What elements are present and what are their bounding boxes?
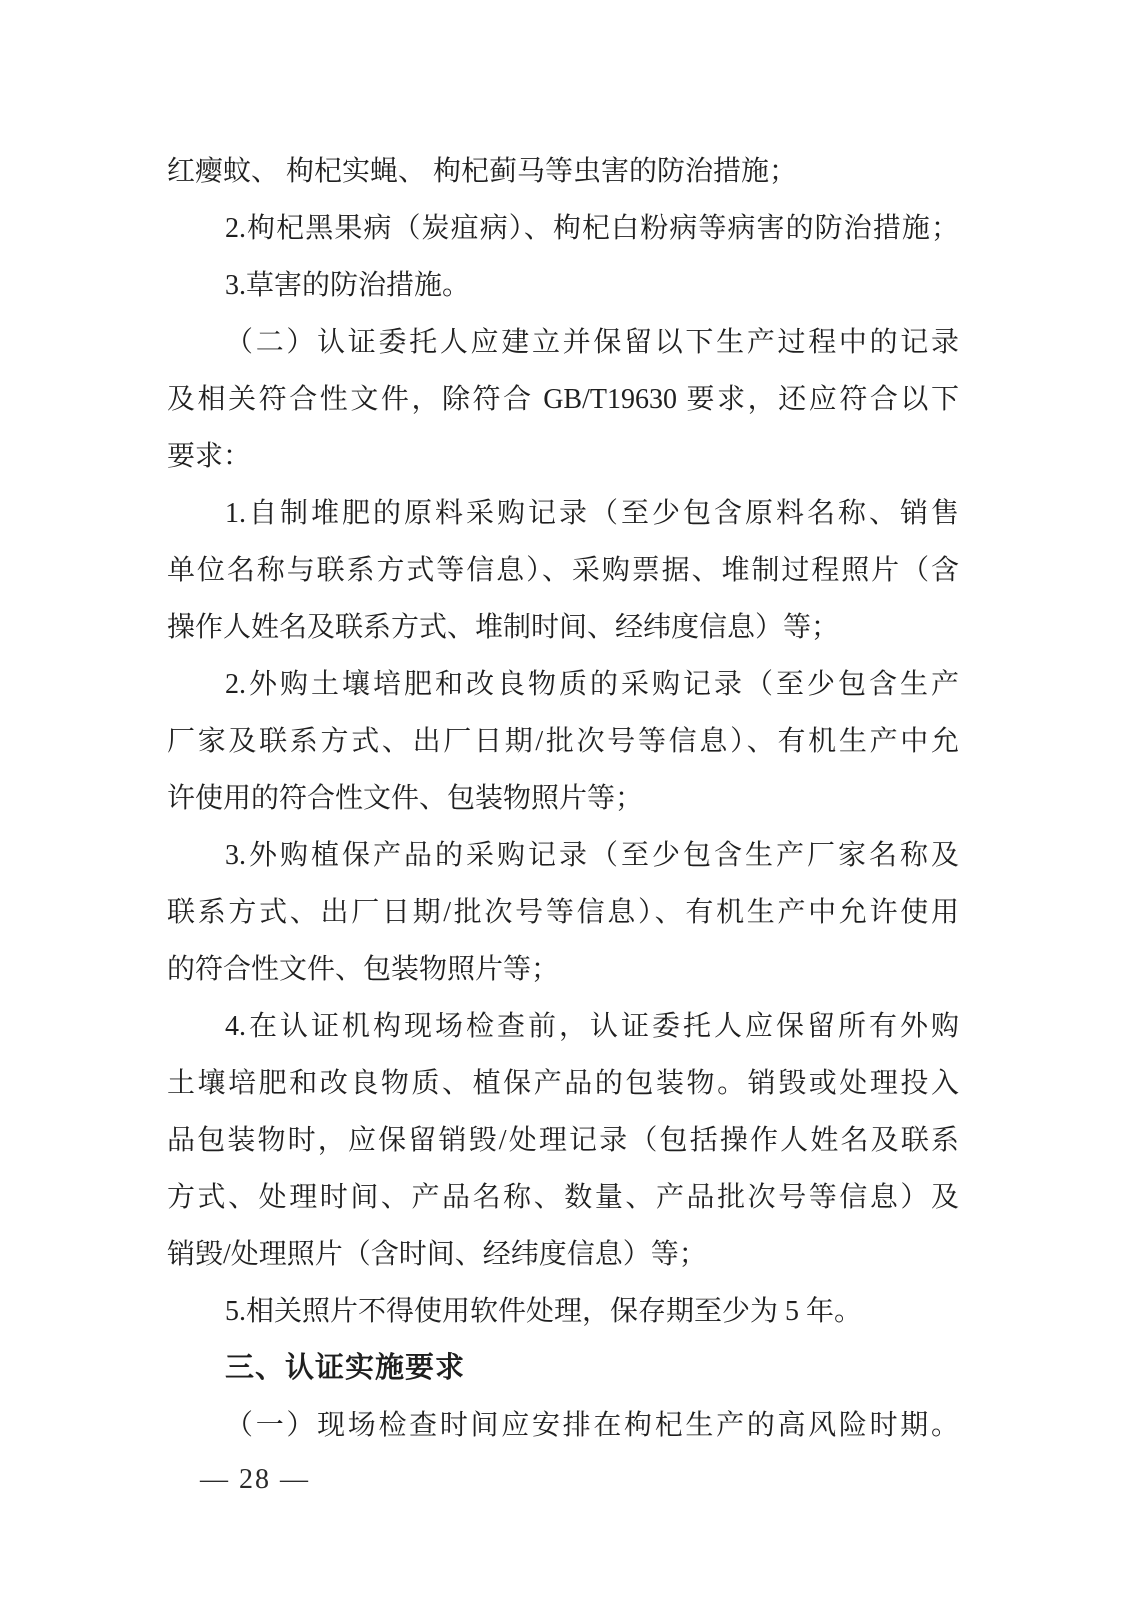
text-line: 土壤培肥和改良物质、植保产品的包装物。销毁或处理投入 xyxy=(167,1068,959,1099)
text-line: 品包装物时，应保留销毁/处理记录（包括操作人姓名及联系 xyxy=(167,1125,959,1156)
text-line: 的符合性文件、包装物照片等； xyxy=(167,954,560,985)
text-line: 1.自制堆肥的原料采购记录（至少包含原料名称、销售 xyxy=(225,498,959,529)
text-line: 厂家及联系方式、出厂日期/批次号等信息）、有机生产中允 xyxy=(167,726,959,757)
text-line: 2.枸杞黑果病（炭疽病）、枸杞白粉病等病害的防治措施； xyxy=(225,213,959,244)
text-line: 要求： xyxy=(167,441,252,472)
text-line: 许使用的符合性文件、包装物照片等； xyxy=(167,783,644,814)
text-line: 2.外购土壤培肥和改良物质的采购记录（至少包含生产 xyxy=(225,669,959,700)
text-line: 单位名称与联系方式等信息）、采购票据、堆制过程照片（含 xyxy=(167,555,959,586)
page-number: — 28 — xyxy=(200,1464,310,1495)
text-line: 销毁/处理照片（含时间、经纬度信息）等； xyxy=(167,1239,707,1270)
text-line: 3.草害的防治措施。 xyxy=(225,270,471,301)
text-line: 4.在认证机构现场检查前，认证委托人应保留所有外购 xyxy=(225,1011,959,1042)
text-line: 方式、处理时间、产品名称、数量、产品批次号等信息）及 xyxy=(167,1182,959,1213)
text-line: （一）现场检查时间应安排在枸杞生产的高风险时期。 xyxy=(225,1410,959,1441)
text-line: 红瘿蚊、 枸杞实蝇、 枸杞蓟马等虫害的防治措施； xyxy=(167,156,798,187)
section-heading: 三、认证实施要求 xyxy=(225,1352,466,1384)
text-line: 联系方式、出厂日期/批次号等信息）、有机生产中允许使用 xyxy=(167,897,959,928)
text-line: （二）认证委托人应建立并保留以下生产过程中的记录 xyxy=(225,327,959,358)
text-line: 5.相关照片不得使用软件处理，保存期至少为 5 年。 xyxy=(225,1296,863,1327)
document-body xyxy=(167,143,959,1454)
text-line: 及相关符合性文件，除符合 GB/T19630 要求，还应符合以下 xyxy=(167,384,959,415)
text-line: 操作人姓名及联系方式、堆制时间、经纬度信息）等； xyxy=(167,612,840,643)
text-line: 3.外购植保产品的采购记录（至少包含生产厂家名称及 xyxy=(225,840,959,871)
